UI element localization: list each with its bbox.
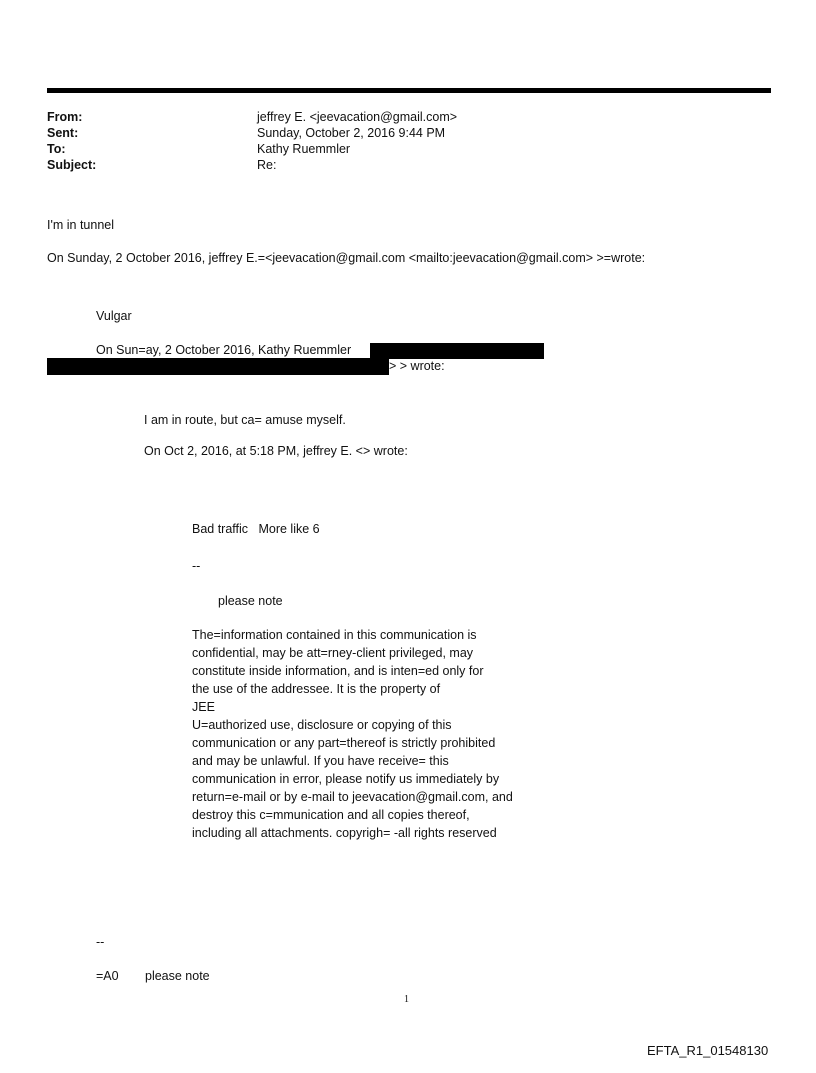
to-value: Kathy Ruemmler — [257, 142, 351, 156]
quote3-intro: On Oct 2, 2016, at 5:18 PM, jeffrey E. <> wrote: — [144, 444, 408, 458]
subject-label: Subject: — [47, 158, 97, 172]
quote1-text: Vulgar — [96, 309, 132, 323]
bottom-separator: -- — [96, 935, 105, 949]
disclaimer-line: U=authorized use, disclosure or copying of this — [192, 718, 452, 732]
disclaimer-line: constitute inside information, and is inten=ed only for — [192, 664, 484, 678]
to-label: To: — [47, 142, 66, 156]
quote2-intro: On Sun=ay, 2 October 2016, Kathy Ruemmler — [96, 343, 352, 357]
bottom-a0: =A0 — [96, 969, 119, 983]
page-number: 1 — [404, 994, 409, 1005]
disclaimer-line: including all attachments. copyrigh= -all rights reserved — [192, 826, 497, 840]
sent-label: Sent: — [47, 126, 79, 140]
from-label: From: — [47, 110, 83, 124]
disclaimer-line: The=information contained in this communication is — [192, 628, 477, 642]
disclaimer-line: destroy this c=mmunication and all copies thereof, — [192, 808, 470, 822]
disclaimer-line: JEE — [192, 700, 215, 714]
document-id: EFTA_R1_01548130 — [647, 1043, 769, 1058]
reply-text: I'm in tunnel — [47, 218, 115, 232]
disclaimer-line: the use of the addressee. It is the property of — [192, 682, 441, 696]
redaction-box — [47, 358, 389, 375]
quote2-text: I am in route, but ca= amuse myself. — [144, 413, 346, 427]
sent-value: Sunday, October 2, 2016 9:44 PM — [257, 126, 446, 140]
disclaimer-line: confidential, may be att=rney-client privileged, may — [192, 646, 474, 660]
please-note: please note — [218, 594, 283, 608]
header-rule — [47, 88, 771, 93]
disclaimer-line: communication or any part=thereof is strictly prohibited — [192, 736, 496, 750]
subject-value: Re: — [257, 158, 277, 172]
quote1-intro: On Sunday, 2 October 2016, jeffrey E.=<jeevacation@gmail.com <mailto:jeevacation@gmail.com> >=wrote: — [47, 251, 646, 265]
disclaimer-line: return=e-mail or by e-mail to jeevacation@gmail.com, and — [192, 790, 513, 804]
from-value: jeffrey E. <jeevacation@gmail.com> — [257, 110, 458, 124]
bottom-please-note: please note — [145, 969, 210, 983]
signature-separator: -- — [192, 559, 201, 573]
disclaimer-line: and may be unlawful. If you have receive= this — [192, 754, 449, 768]
disclaimer-line: communication in error, please notify us immediately by — [192, 772, 500, 786]
quote2-intro-end: > > wrote: — [389, 359, 445, 373]
quote3-text: Bad traffic More like 6 — [192, 522, 320, 536]
